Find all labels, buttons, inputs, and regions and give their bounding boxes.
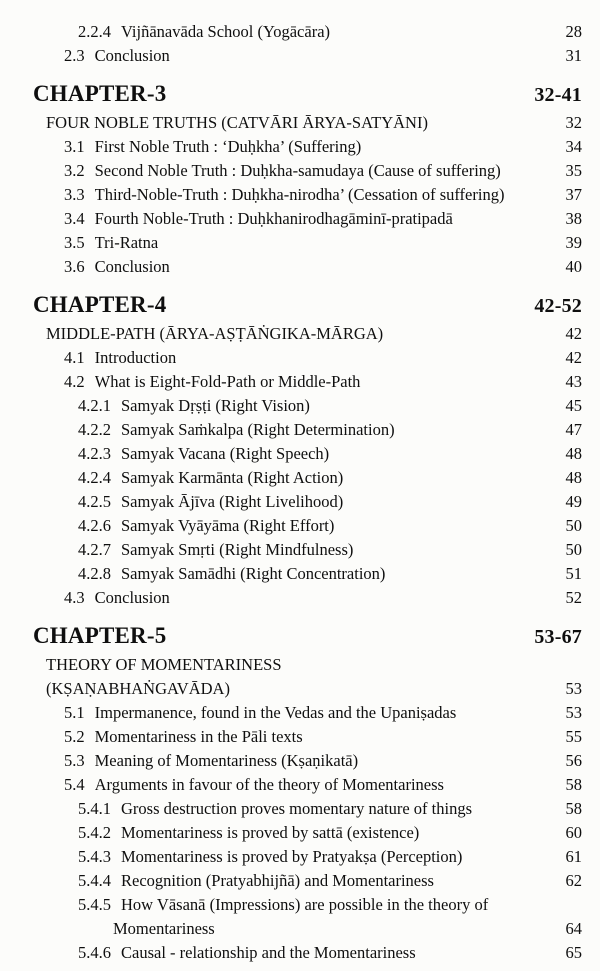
toc-entry-page: 56 [565, 751, 582, 770]
toc-entry [33, 418, 582, 442]
toc-entry-page: 64 [565, 919, 582, 938]
toc-entry-label: Samyak Karmānta (Right Action) [121, 468, 344, 487]
toc-entry-page: 38 [565, 209, 582, 228]
toc-entry-number: 5.4.2 [78, 823, 111, 842]
toc-entry [33, 207, 582, 231]
toc-entry [33, 514, 582, 538]
toc-entry-page: 50 [565, 516, 582, 535]
toc-entry-label: Conclusion [94, 46, 170, 65]
toc-entry-number: 3.4 [64, 209, 85, 228]
toc-entry-label: Momentariness is proved by Pratyakṣa (Perception) [121, 847, 463, 866]
toc-entry-label: Introduction [94, 348, 177, 367]
toc-entry-page: 32 [565, 113, 582, 132]
toc-entry-number: 3.5 [64, 233, 85, 252]
toc-entry-page: 28 [565, 22, 582, 41]
toc-entry-number: 4.2.4 [78, 468, 111, 487]
toc-entry [33, 845, 582, 869]
toc-entry-label: CHAPTER-3 [33, 81, 167, 106]
toc-entry-page: 58 [565, 799, 582, 818]
toc-entry-label: Samyak Vacana (Right Speech) [121, 444, 330, 463]
toc-entry [33, 255, 582, 279]
toc-entry-number: 5.4 [64, 775, 85, 794]
toc-entry [33, 586, 582, 610]
toc-entry [33, 701, 582, 725]
toc-entry-number: 4.2.3 [78, 444, 111, 463]
toc-entry-number: 4.2.6 [78, 516, 111, 535]
toc-entry [33, 821, 582, 845]
toc-entry-label: Causal - relationship and the Momentariness [121, 943, 416, 962]
toc-entry-page: 53 [565, 703, 582, 722]
toc-entry [33, 135, 582, 159]
toc-entry-number: 5.3 [64, 751, 85, 770]
toc-entry [33, 653, 582, 677]
toc-entry-label: Samyak Saṁkalpa (Right Determination) [121, 420, 395, 439]
toc-entry-number: 4.2.5 [78, 492, 111, 511]
toc-entry-number: 4.2.7 [78, 540, 111, 559]
toc-entry-page: 58 [565, 775, 582, 794]
toc-entry-label: Gross destruction proves momentary nature of things [121, 799, 473, 818]
toc-entry-number: 5.4.5 [78, 895, 111, 914]
toc-entry-number: 5.4.1 [78, 799, 111, 818]
toc-entry-label: First Noble Truth : ‘Duḥkha’ (Suffering) [94, 137, 362, 156]
toc-entry-label: Momentariness in the Pāli texts [94, 727, 303, 746]
toc-entry-label: MIDDLE-PATH (ĀRYA-AṢṬĀṄGIKA-MĀRGA) [46, 324, 384, 343]
toc-entry-label: Fourth Noble-Truth : Duḥkhanirodhagāminī-pratipadā [94, 209, 453, 228]
toc-entry-label: Impermanence, found in the Vedas and the Upaniṣadas [94, 703, 457, 722]
toc-entry-page: 42-52 [534, 295, 582, 317]
toc-entry [33, 797, 582, 821]
toc-entry [33, 111, 582, 135]
toc-entry-label: Samyak Dṛṣṭi (Right Vision) [121, 396, 310, 415]
toc-entry-label: How Vāsanā (Impressions) are possible in the theory of [121, 895, 489, 914]
toc-entry-number: 5.4.3 [78, 847, 111, 866]
toc-entry-page: 45 [565, 396, 582, 415]
toc-entry-page: 55 [565, 727, 582, 746]
toc-entry [33, 677, 582, 701]
toc-entry-page: 52 [565, 588, 582, 607]
toc-entry-number: 3.3 [64, 185, 85, 204]
toc-entry-number: 4.2.8 [78, 564, 111, 583]
toc-entry-number: 3.2 [64, 161, 85, 180]
toc-entry-label: Second Noble Truth : Duḥkha-samudaya (Cause of suffering) [94, 161, 501, 180]
toc-entry-page: 32-41 [534, 84, 582, 106]
toc-entry-label: Vijñānavāda School (Yogācāra) [121, 22, 331, 41]
toc-entry [33, 749, 582, 773]
toc-entry-page: 49 [565, 492, 582, 511]
toc-entry [33, 869, 582, 893]
toc-entry-page: 34 [565, 137, 582, 156]
toc-entry [33, 490, 582, 514]
toc-entry-label: FOUR NOBLE TRUTHS (CATVĀRI ĀRYA-SATYĀNI) [46, 113, 428, 132]
toc-entry-page: 31 [565, 46, 582, 65]
toc-entry-page: 53-67 [534, 626, 582, 648]
toc-entry-label: CHAPTER-4 [33, 292, 167, 317]
toc-entry-label: CHAPTER-5 [33, 623, 167, 648]
toc-entry [33, 322, 582, 346]
toc-entry-number: 3.1 [64, 137, 85, 156]
toc-entry-number: 5.2 [64, 727, 85, 746]
toc-entry-label: Recognition (Pratyabhijñā) and Momentariness [121, 871, 434, 890]
toc-entry [33, 370, 582, 394]
toc-entry-page: 42 [565, 324, 582, 343]
toc-entry [33, 620, 582, 653]
toc-entry-number: 5.1 [64, 703, 85, 722]
toc-entry-label: Arguments in favour of the theory of Momentariness [94, 775, 444, 794]
toc-entry-page: 51 [565, 564, 582, 583]
toc-entry-label: Samyak Smṛti (Right Mindfulness) [121, 540, 354, 559]
toc-entry [33, 442, 582, 466]
toc-entry-page: 43 [565, 372, 582, 391]
toc-entry-label: THEORY OF MOMENTARINESS [46, 655, 282, 674]
toc-entry [33, 394, 582, 418]
toc-entry-page: 48 [565, 444, 582, 463]
toc-entry-number: 5.4.4 [78, 871, 111, 890]
toc-entry-number: 5.4.6 [78, 943, 111, 962]
toc-entry-number: 2.3 [64, 46, 85, 65]
toc-entry [33, 20, 582, 44]
toc-entry-label: Conclusion [94, 588, 170, 607]
toc-entry [33, 562, 582, 586]
toc-entry [33, 917, 582, 941]
toc-entry [33, 941, 582, 965]
toc-entry-page: 35 [565, 161, 582, 180]
toc-entry-number: 3.6 [64, 257, 85, 276]
toc-entry-page: 47 [565, 420, 582, 439]
toc-entry-number: 4.3 [64, 588, 85, 607]
toc-entry-page: 42 [565, 348, 582, 367]
toc-entry [33, 893, 582, 917]
toc-entry [33, 159, 582, 183]
toc-entry-label: Conclusion [94, 257, 170, 276]
toc-entry-page: 65 [565, 943, 582, 962]
toc-entry [33, 231, 582, 255]
toc-entry-label: Samyak Ājīva (Right Livelihood) [121, 492, 344, 511]
toc-entry-page: 48 [565, 468, 582, 487]
toc-entry-page: 61 [565, 847, 582, 866]
toc-entry-page: 37 [565, 185, 582, 204]
toc-entry [33, 725, 582, 749]
toc-entry-label: Third-Noble-Truth : Duḥkha-nirodha’ (Cessation of suffering) [94, 185, 505, 204]
toc-entry-page: 40 [565, 257, 582, 276]
toc-entry [33, 289, 582, 322]
toc-entry-number: 4.1 [64, 348, 85, 367]
toc-entry [33, 183, 582, 207]
toc-entry-page: 50 [565, 540, 582, 559]
toc-entry-label: Tri-Ratna [94, 233, 159, 252]
toc-entry-label: (KṢAṆABHAṄGAVĀDA) [46, 679, 230, 698]
toc-entry-page: 39 [565, 233, 582, 252]
toc-entry-number: 4.2.2 [78, 420, 111, 439]
toc-entry-page: 60 [565, 823, 582, 842]
toc-entry-number: 4.2 [64, 372, 85, 391]
toc-entry-label: Meaning of Momentariness (Kṣaṇikatā) [94, 751, 359, 770]
toc-entry [33, 773, 582, 797]
toc-entry [33, 466, 582, 490]
toc-entry-page: 62 [565, 871, 582, 890]
toc-entry [33, 44, 582, 68]
toc-entry-number: 4.2.1 [78, 396, 111, 415]
toc-entry-label: Samyak Vyāyāma (Right Effort) [121, 516, 335, 535]
toc-entry-label: Momentariness [113, 919, 215, 938]
toc-entry-label: What is Eight-Fold-Path or Middle-Path [94, 372, 361, 391]
toc-entry [33, 538, 582, 562]
toc-entry-number: 2.2.4 [78, 22, 111, 41]
toc-entry-label: Samyak Samādhi (Right Concentration) [121, 564, 386, 583]
toc-entry [33, 346, 582, 370]
toc-entry-label: Momentariness is proved by sattā (existence) [121, 823, 420, 842]
toc-entry-page: 53 [565, 679, 582, 698]
toc-entry [33, 78, 582, 111]
